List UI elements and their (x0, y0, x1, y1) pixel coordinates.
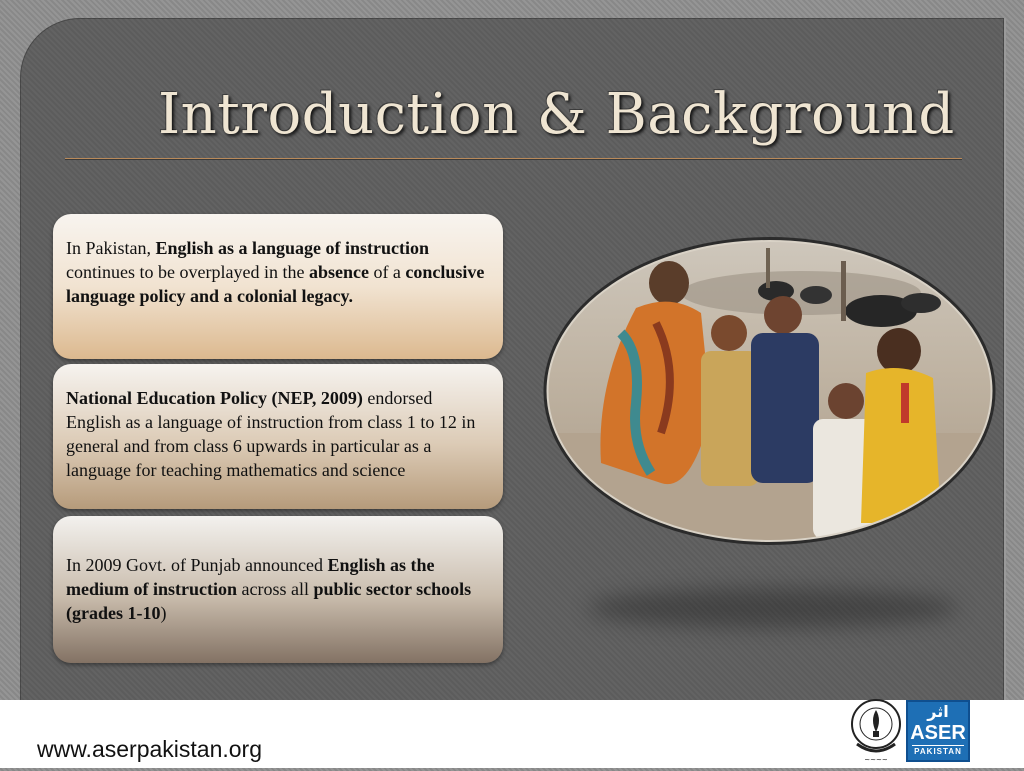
text-run: across all (237, 579, 314, 599)
text-box-2 (53, 364, 503, 509)
children-photo (541, 233, 998, 549)
aser-pakistan-text: PAKISTAN (914, 747, 962, 756)
text-run: absence (308, 262, 369, 282)
title-divider (65, 158, 962, 160)
text-run: conclusive language policy and a colonial legacy. (66, 262, 485, 306)
text-run: National Education Policy (NEP, 2009) (66, 388, 363, 408)
website-url[interactable]: www.aserpakistan.org (37, 736, 262, 762)
idara-seal-icon (849, 698, 903, 766)
text-run: public sector schools (grades 1-10 (66, 579, 472, 623)
aser-urdu-text: اثر (927, 704, 949, 721)
aser-text: ASER (910, 722, 966, 744)
children-group-photo-icon (541, 233, 998, 549)
text-run: continues to be overplayed in the (66, 262, 309, 282)
idara-logo (849, 698, 903, 766)
aser-divider (912, 745, 964, 746)
text-run: In Pakistan, (66, 238, 156, 258)
slide-title: Introduction & Background (158, 82, 955, 147)
text-run: English as a language of instruction (155, 238, 430, 258)
aser-logo (906, 700, 970, 762)
text-run: ) (160, 603, 167, 623)
svg-text:~~~~: ~~~~ (864, 756, 888, 764)
text-box-3 (53, 516, 503, 663)
text-run: endorsed English as a language of instruction from class 1 to 12 in general and from class 6 upwards in particular as a language for teaching mathematics and science (66, 388, 476, 480)
text-run: of a (368, 262, 406, 282)
text-run: English as the medium of instruction (66, 555, 435, 599)
text-run: In 2009 Govt. of Punjab announced (66, 555, 328, 575)
text-box-1 (53, 214, 503, 359)
photo-shadow (588, 588, 958, 628)
